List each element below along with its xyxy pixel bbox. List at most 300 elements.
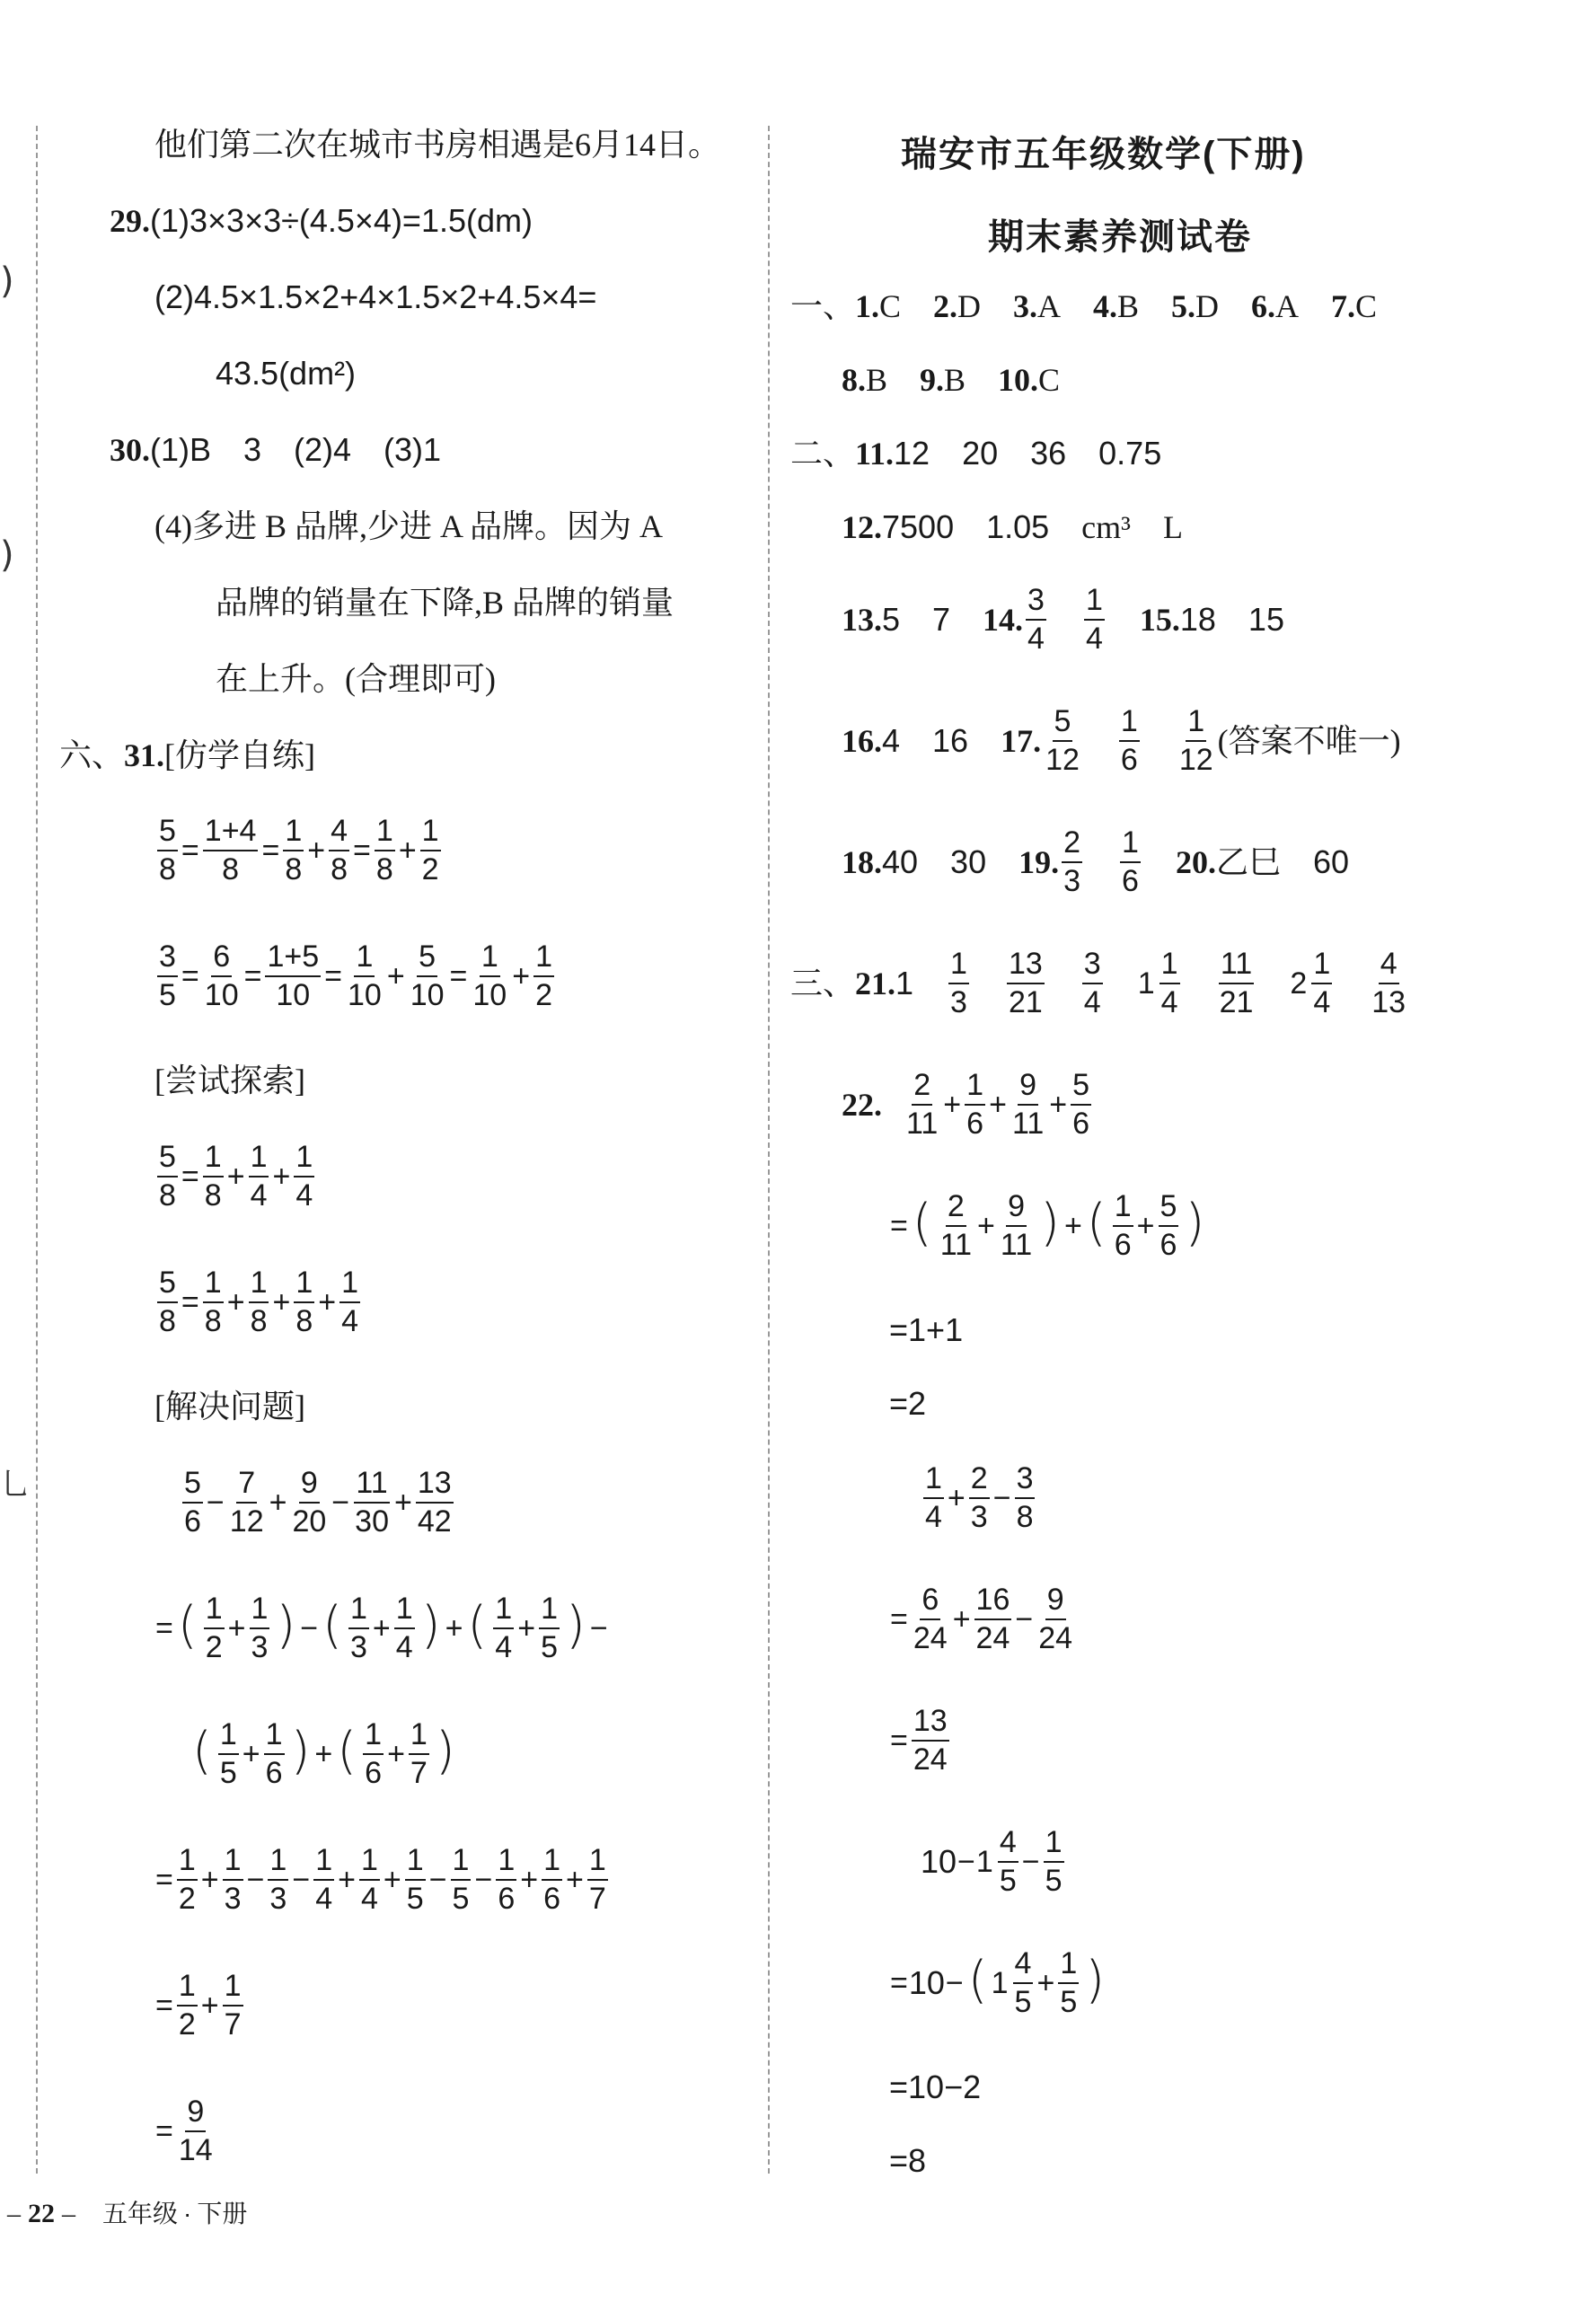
operator: − [292, 1862, 311, 1897]
fraction [1071, 1069, 1091, 1140]
denominator: 6 [543, 1881, 561, 1916]
fraction [177, 2095, 215, 2166]
denominator: 11 [939, 1227, 973, 1262]
denominator: 6 [1114, 1227, 1132, 1262]
right-paren: ) [435, 1721, 455, 1780]
equation [154, 1592, 609, 1663]
section-heading: [解决问题] [154, 1389, 305, 1424]
operator: − [246, 1862, 265, 1897]
operator: + [383, 1862, 401, 1897]
denominator: 2 [535, 977, 552, 1012]
fraction [157, 1141, 178, 1212]
numerator: 1 [1119, 705, 1140, 742]
denominator: 4 [1027, 621, 1045, 656]
numerator: 1 [264, 1718, 285, 1755]
footer-dash: – [7, 2199, 21, 2228]
numerator: 9 [1018, 1069, 1038, 1106]
numerator: 1 [394, 1592, 415, 1629]
denominator: 7 [588, 1881, 606, 1916]
numerator: 13 [1007, 948, 1045, 984]
fraction [965, 1069, 985, 1140]
denominator: 7 [410, 1755, 428, 1790]
question-31-heading: 六、 31. [仿学自练] [59, 737, 315, 773]
numerator: 6 [211, 940, 232, 977]
left-paren: ( [177, 1595, 198, 1654]
numerator: 2 [1062, 826, 1082, 863]
edge-char-mark: 乚 [0, 1467, 31, 1503]
fraction [290, 1467, 328, 1538]
operator: + [387, 1736, 405, 1771]
fraction [1113, 1190, 1133, 1261]
operator: + [386, 958, 405, 993]
denominator: 12 [1178, 742, 1213, 777]
fraction [912, 1705, 949, 1776]
operator: + [1049, 1087, 1068, 1122]
fraction [539, 1592, 560, 1663]
denominator: 11 [906, 1106, 939, 1141]
numerator: 6 [920, 1583, 940, 1620]
numerator: 1 [923, 1462, 944, 1499]
numerator: 5 [1071, 1069, 1091, 1106]
numerator: 1 [405, 1844, 426, 1881]
equation [154, 1266, 363, 1337]
operator: = [155, 2113, 173, 2148]
fraction [177, 1970, 198, 2041]
numerator: 1 [177, 1970, 198, 2007]
fraction [203, 1266, 224, 1337]
denominator: 6 [498, 1881, 516, 1916]
footer-dash: – [62, 2199, 75, 2228]
numerator: 1 [177, 1844, 198, 1881]
operator: = [155, 1862, 173, 1897]
fraction [203, 815, 259, 886]
denominator: 6 [1120, 742, 1138, 777]
page-title: 瑞安市五年级数学(下册) [901, 135, 1306, 174]
operator: + [952, 1601, 971, 1636]
left-edge-divider [36, 126, 38, 2174]
numerator: 1 [204, 1592, 225, 1629]
operator: + [398, 833, 417, 868]
fraction [249, 1266, 269, 1337]
numerator: 9 [185, 2095, 206, 2132]
denominator: 5 [159, 977, 176, 1012]
denominator: 8 [295, 1303, 313, 1338]
mixed-number-integer: 1 [991, 1965, 1009, 2000]
denominator: 30 [355, 1504, 389, 1539]
denominator: 3 [350, 1629, 367, 1664]
fraction [939, 1190, 974, 1261]
numerator: 4 [998, 1826, 1018, 1863]
denominator: 6 [365, 1755, 383, 1790]
numerator: 1 [359, 1844, 380, 1881]
fraction [496, 1844, 516, 1915]
denominator: 6 [1072, 1106, 1090, 1141]
operator: + [977, 1208, 995, 1243]
fraction [359, 1844, 380, 1915]
fraction [999, 1190, 1034, 1261]
operator: + [314, 1736, 333, 1771]
numerator: 1 [375, 815, 395, 851]
operator: = [890, 1601, 908, 1636]
operator: = [324, 958, 343, 993]
operator: − [1021, 1844, 1040, 1879]
fraction [218, 1718, 239, 1789]
operator: + [947, 1480, 966, 1515]
denominator: 5 [406, 1881, 424, 1916]
operator: − [428, 1862, 447, 1897]
denominator: 6 [1122, 863, 1139, 898]
denominator: 21 [1008, 984, 1043, 1019]
operator: − [300, 1610, 319, 1645]
denominator: 3 [224, 1881, 242, 1916]
numerator: 1 [542, 1844, 562, 1881]
fraction [1007, 948, 1045, 1019]
denominator: 4 [1083, 984, 1101, 1019]
fraction [904, 1069, 939, 1140]
denominator: 6 [184, 1504, 201, 1539]
numerator: 1 [294, 1141, 314, 1177]
fraction [1036, 1583, 1074, 1654]
equation: = 8 [889, 2142, 927, 2179]
fraction [451, 1844, 472, 1915]
numerator: 11 [354, 1467, 389, 1504]
operator: + [520, 1862, 539, 1897]
fraction [1013, 1947, 1034, 2018]
denominator: 4 [925, 1499, 942, 1534]
denominator: 42 [417, 1504, 452, 1539]
right-paren: ) [420, 1595, 441, 1654]
denominator: 5 [219, 1755, 237, 1790]
denominator: 6 [265, 1755, 283, 1790]
operator: = [890, 1723, 908, 1758]
numerator: 1 [1186, 705, 1206, 742]
operator: + [272, 1159, 291, 1194]
fraction [948, 948, 969, 1019]
operator: = [243, 958, 262, 993]
denominator: 4 [250, 1177, 268, 1213]
denominator: 8 [250, 1303, 268, 1338]
numerator: 5 [1159, 1190, 1179, 1227]
equation [154, 2095, 217, 2166]
denominator: 8 [159, 851, 176, 886]
numerator: 1 [493, 1592, 514, 1629]
operator: − [957, 1844, 975, 1879]
numerator: 1 [283, 815, 304, 851]
operator: + [242, 1736, 260, 1771]
mixed-number-integer: 1 [1137, 966, 1155, 1001]
numerator: 1 [203, 1141, 224, 1177]
denominator: 4 [341, 1303, 359, 1338]
page-number: 22 [28, 2199, 55, 2228]
denominator: 10 [472, 977, 507, 1012]
left-paren: ( [192, 1721, 212, 1780]
fraction [587, 1844, 608, 1915]
fraction [542, 1844, 562, 1915]
numerator: 3 [1015, 1462, 1036, 1499]
fraction [394, 1592, 415, 1663]
denominator: 10 [410, 977, 445, 1012]
equation [154, 940, 557, 1011]
numerator: 1+4 [203, 815, 259, 851]
fraction [363, 1718, 384, 1789]
denominator: 2 [205, 1629, 223, 1664]
numerator: 1 [268, 1844, 288, 1881]
operator: + [1136, 1208, 1155, 1243]
fraction [1082, 948, 1103, 1019]
equation [921, 1462, 1037, 1533]
equation [189, 1718, 459, 1789]
denominator: 4 [1085, 621, 1103, 656]
fraction [250, 1592, 270, 1663]
equation [154, 1844, 611, 1915]
fraction [409, 940, 446, 1011]
left-paren: ( [912, 1193, 932, 1252]
operator: + [269, 1485, 287, 1520]
question-21: 三、 21. 1 $\frac{1}{3}$ $\frac{13}{21}$ $\frac{3}{4}$ 1 $\frac{1}{4}$ $\frac{11}{21}$ 2 $\frac{1}{4}$ $\frac{4}{13}$ [790, 947, 1406, 1019]
fraction [249, 1141, 269, 1212]
operator: + [943, 1087, 962, 1122]
fraction [1160, 948, 1180, 1019]
numerator: 1 [1311, 948, 1332, 984]
equation [889, 1583, 1077, 1654]
fraction [228, 1467, 266, 1538]
operator: = [155, 1988, 173, 2023]
operator: + [445, 1610, 463, 1645]
denominator: 12 [1045, 742, 1080, 777]
fraction [203, 940, 241, 1011]
numerator: 3 [1026, 584, 1046, 621]
numerator: 7 [236, 1467, 257, 1504]
denominator: 8 [204, 1303, 222, 1338]
operator: + [1036, 1965, 1055, 2000]
numerator: 1 [420, 815, 441, 851]
numerator: 3 [1082, 948, 1103, 984]
question-18-20: 18. 40 30 19. $\frac{2}{3}$ $\frac{1}{6}$ 20. 乙巳 60 [842, 825, 1349, 898]
denominator: 4 [395, 1629, 413, 1664]
fraction [283, 815, 304, 886]
numerator: 9 [1045, 1583, 1066, 1620]
right-paren: ) [1185, 1193, 1205, 1252]
numerator: 5 [157, 1266, 178, 1303]
fraction [157, 940, 178, 1011]
denominator: 2 [178, 1881, 196, 1916]
denominator: 2 [178, 2007, 196, 2042]
fraction [294, 1141, 314, 1212]
operator: = [261, 833, 280, 868]
denominator: 8 [375, 851, 393, 886]
denominator: 3 [1063, 863, 1081, 898]
fraction [1026, 584, 1046, 655]
numerator: 1 [587, 1844, 608, 1881]
denominator: 4 [495, 1629, 513, 1664]
denominator: 6 [1160, 1227, 1177, 1262]
operator: + [338, 1862, 356, 1897]
right-paren: ) [565, 1595, 586, 1654]
denominator: 5 [1014, 1984, 1032, 2019]
right-paren: ) [1085, 1950, 1106, 2009]
fraction [1010, 1069, 1045, 1140]
operator: + [566, 1862, 584, 1897]
denominator: 5 [999, 1863, 1017, 1898]
section-heading: [尝试探索] [154, 1063, 305, 1098]
numerator: 1 [249, 1141, 269, 1177]
operator: + [226, 1284, 245, 1319]
operator: − [331, 1485, 350, 1520]
denominator: 8 [1016, 1499, 1034, 1534]
numerator: 1 [223, 1970, 243, 2007]
denominator: 3 [950, 984, 967, 1019]
fraction [204, 1592, 225, 1663]
numerator: 1 [218, 1718, 239, 1755]
operator: + [989, 1087, 1007, 1122]
denominator: 8 [285, 851, 303, 886]
fraction [493, 1592, 514, 1663]
page-subtitle: 期末素养测试卷 [988, 217, 1252, 257]
footer-grade: 五年级 [102, 2200, 179, 2227]
operator: = [181, 1284, 199, 1319]
denominator: 10 [276, 977, 311, 1012]
question-16-17: 16. 4 16 17. $\frac{5}{12}$ $\frac{1}{6}$ $\frac{1}{12}$ (答案不唯一) [842, 704, 1401, 777]
fraction [1015, 1462, 1036, 1533]
mixed-number-integer: 1 [975, 1844, 993, 1879]
numerator: 2 [946, 1190, 966, 1227]
footer-book: 下册 [197, 2200, 248, 2227]
numerator: 1 [1160, 948, 1180, 984]
question-29-part2-result: 43.5(dm²) [216, 355, 357, 392]
numerator: 1 [294, 1266, 314, 1303]
fraction [1058, 1947, 1079, 2018]
text-line: 他们第二次在城市书房相遇是6月14日。 [154, 127, 721, 163]
denominator: 4 [1313, 984, 1331, 1019]
fraction [353, 1467, 391, 1538]
operator: + [307, 833, 326, 868]
operator: − [992, 1480, 1011, 1515]
equation: = 2 [889, 1385, 927, 1422]
numerator: 1 [339, 1266, 360, 1303]
column-divider [768, 126, 770, 2174]
fraction [1119, 705, 1140, 776]
fraction [533, 940, 554, 1011]
page-footer [7, 2201, 247, 2227]
operator: + [200, 1988, 219, 2023]
operator: − [474, 1862, 493, 1897]
fraction [912, 1583, 949, 1654]
fraction [1044, 1826, 1064, 1897]
denominator: 8 [159, 1303, 176, 1338]
fraction [203, 1141, 224, 1212]
numerator: 1 [1044, 1826, 1064, 1863]
numerator: 1 [354, 940, 375, 977]
fraction [1062, 826, 1082, 897]
fraction [409, 1718, 429, 1789]
numerator: 1 [539, 1592, 560, 1629]
mc-answers-row: 8. B 9. B 10. C [842, 362, 1061, 398]
numerator: 1 [348, 1592, 369, 1629]
right-paren: ) [290, 1721, 311, 1780]
fraction [969, 1462, 990, 1533]
numerator: 1 [313, 1844, 334, 1881]
operator: − [1015, 1601, 1034, 1636]
operator: = [181, 1159, 199, 1194]
denominator: 3 [269, 1881, 287, 1916]
numerator: 5 [1053, 705, 1073, 742]
question-22: 22. $\frac{2}{11}$ + $\frac{1}{6}$ + $\frac{9}{11}$ + $\frac{5}{6}$ [842, 1068, 1090, 1141]
denominator: 10 [348, 977, 382, 1012]
left-paren: ( [967, 1950, 988, 2009]
left-paren: ( [322, 1595, 342, 1654]
fraction [974, 1583, 1012, 1654]
fraction [348, 1592, 369, 1663]
numerator: 9 [1006, 1190, 1027, 1227]
equation: = 10−2 [889, 2068, 982, 2105]
fraction [223, 1970, 243, 2041]
fraction [471, 940, 508, 1011]
denominator: 7 [224, 2007, 242, 2042]
numerator: 1 [409, 1718, 429, 1755]
numerator: 1 [496, 1844, 516, 1881]
fraction [1120, 826, 1141, 897]
denominator: 24 [1038, 1620, 1073, 1655]
edge-paren-mark: ) [0, 260, 14, 302]
edge-paren-mark: ) [0, 534, 14, 576]
numerator: 11 [1219, 948, 1254, 984]
equation [889, 1190, 1208, 1261]
footer-dot: · [183, 2200, 192, 2227]
denominator: 24 [975, 1620, 1010, 1655]
equation: 10 − 1 $\frac{4}{5}$ − $\frac{1}{5}$ [921, 1825, 1063, 1898]
numerator: 13 [912, 1705, 949, 1742]
question-12: 12. 7500 1.05 cm³ L [842, 508, 1183, 545]
numerator: 1 [203, 1266, 224, 1303]
question-13-15: 13. 5 7 14. $\frac{3}{4}$ $\frac{1}{4}$ 15. 18 15 [842, 583, 1284, 656]
denominator: 21 [1219, 984, 1254, 1019]
fraction [1044, 705, 1081, 776]
operator: − [945, 1965, 964, 2000]
denominator: 14 [178, 2132, 213, 2167]
question-30-part4: 在上升。(合理即可) [216, 661, 496, 697]
equation: = 1+1 [889, 1311, 964, 1348]
fraction [157, 815, 178, 886]
fraction [1311, 948, 1332, 1019]
operator: + [512, 958, 531, 993]
numerator: 1 [480, 940, 500, 977]
fraction [157, 1266, 178, 1337]
fraction [420, 815, 441, 886]
right-paren: ) [276, 1595, 296, 1654]
numerator: 5 [157, 815, 178, 851]
numerator: 5 [182, 1467, 203, 1504]
numerator: 1 [223, 1844, 243, 1881]
numerator: 1 [1058, 1947, 1079, 1984]
denominator: 5 [541, 1629, 558, 1664]
question-30: 30. (1)B 3 (2)4 (3)1 [110, 431, 442, 468]
operator: + [200, 1862, 219, 1897]
operator: = [353, 833, 371, 868]
operator: = [449, 958, 468, 993]
operator: + [318, 1284, 337, 1319]
mc-answers-row: 一、 1. C 2. D 3. A 4. B 5. D 6. A 7. C [790, 288, 1378, 324]
fraction [1218, 948, 1256, 1019]
denominator: 3 [251, 1629, 269, 1664]
fraction [346, 940, 384, 1011]
numerator: 1 [1120, 826, 1141, 863]
operator: = [181, 833, 199, 868]
denominator: 2 [421, 851, 439, 886]
numerator: 3 [157, 940, 178, 977]
operator: − [206, 1485, 225, 1520]
question-30-part4: 品牌的销量在下降,B 品牌的销量 [216, 585, 675, 621]
numerator: 1 [250, 1592, 270, 1629]
